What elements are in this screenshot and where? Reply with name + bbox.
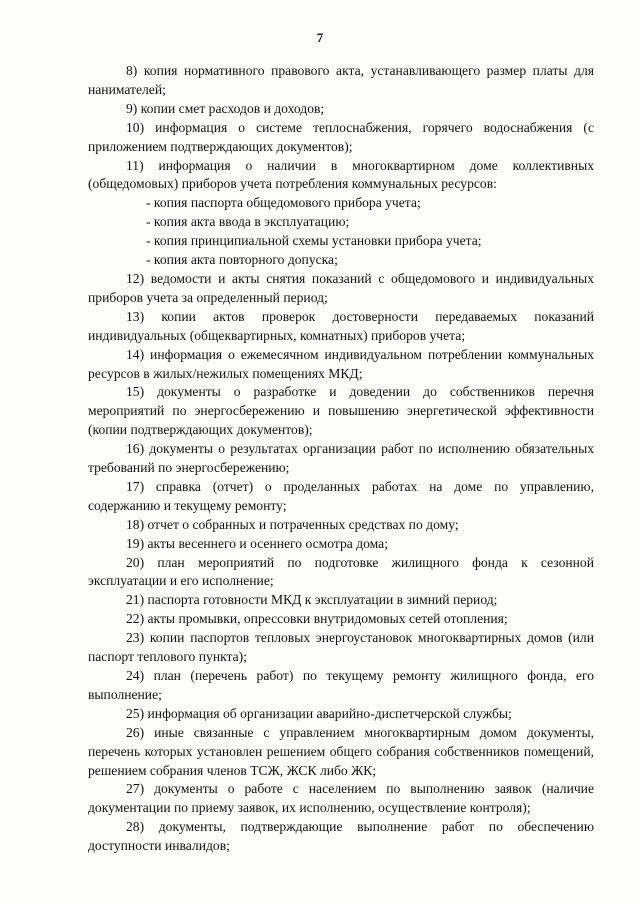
sub-list-item: - копия паспорта общедомового прибора учета; bbox=[146, 195, 421, 211]
list-item: 9) копии смет расходов и доходов; bbox=[126, 100, 325, 116]
list-item: 27) документы о работе с населением по выполнению заявок (наличие документации по приему заявок, их исполнению, осуществление контроля); bbox=[88, 781, 594, 816]
list-item: 14) информация о ежемесячном индивидуальном потреблении коммунальных ресурсов в жилых/нежилых помещениях МКД; bbox=[88, 346, 594, 381]
list-item: 26) иные связанные с управлением многоквартирным домом документы, перечень которых установлен решением общего собрания собственников помещений, решением собрания членов ТСЖ, ЖСК либо ЖК; bbox=[88, 724, 594, 778]
sub-list-item: - копия акта повторного допуска; bbox=[146, 252, 338, 268]
list-item: 24) план (перечень работ) по текущему ремонту жилищного фонда, его выполнение; bbox=[88, 668, 594, 702]
list-item: 18) отчет о собранных и потраченных средствах по дому; bbox=[126, 516, 459, 532]
list-item: 28) документы, подтверждающие выполнение работ по обеспечению доступности инвалидов; bbox=[88, 819, 594, 854]
sub-list-item: - копия принципиальной схемы установки прибора учета; bbox=[146, 233, 482, 249]
list-item: 23) копии паспортов тепловых энергоустановок многоквартирных домов (или паспорт теплового пункта); bbox=[88, 630, 594, 665]
list-item: 10) информация о системе теплоснабжения, горячего водоснабжения (с приложением подтверждающих документов); bbox=[88, 119, 594, 154]
list-item: 22) акты промывки, опрессовки внутридомовых сетей отопления; bbox=[126, 611, 508, 627]
list-item: 17) справка (отчет) о проделанных работах на доме по управлению, содержанию и текущему ремонту; bbox=[88, 478, 594, 513]
list-item: 20) план мероприятий по подготовке жилищного фонда к сезонной эксплуатации и его исполнение; bbox=[88, 554, 594, 589]
list-item: 12) ведомости и акты снятия показаний с общедомового и индивидуальных приборов учета за определенный период; bbox=[88, 270, 594, 305]
sub-list-item: - копия акта ввода в эксплуатацию; bbox=[146, 214, 350, 230]
list-item: 8) копия нормативного правового акта, устанавливающего размер платы для нанимателей; bbox=[88, 63, 594, 97]
list-item: 21) паспорта готовности МКД к эксплуатации в зимний период; bbox=[126, 592, 498, 608]
list-item: 13) копии актов проверок достоверности передаваемых показаний индивидуальных (общеквартирных, комнатных) приборов учета; bbox=[88, 308, 594, 343]
page-number: 7 bbox=[316, 30, 324, 45]
list-item: 25) информация об организации аварийно-диспетчерской службы; bbox=[126, 705, 512, 721]
list-item: 11) информация о наличии в многоквартирном доме коллективных (общедомовых) приборов учета потребления коммунальных ресурсов: bbox=[88, 157, 594, 192]
document-body bbox=[88, 62, 594, 856]
list-item: 15) документы о разработке и доведении до собственников перечня мероприятий по энергосбережению и повышению энергетической эффективности (копии подтверждающих документов); bbox=[88, 384, 594, 438]
list-item: 16) документы о результатах организации работ по исполнению обязательных требований по энергосбережению; bbox=[88, 441, 594, 476]
list-item: 19) акты весеннего и осеннего осмотра дома; bbox=[126, 535, 388, 551]
